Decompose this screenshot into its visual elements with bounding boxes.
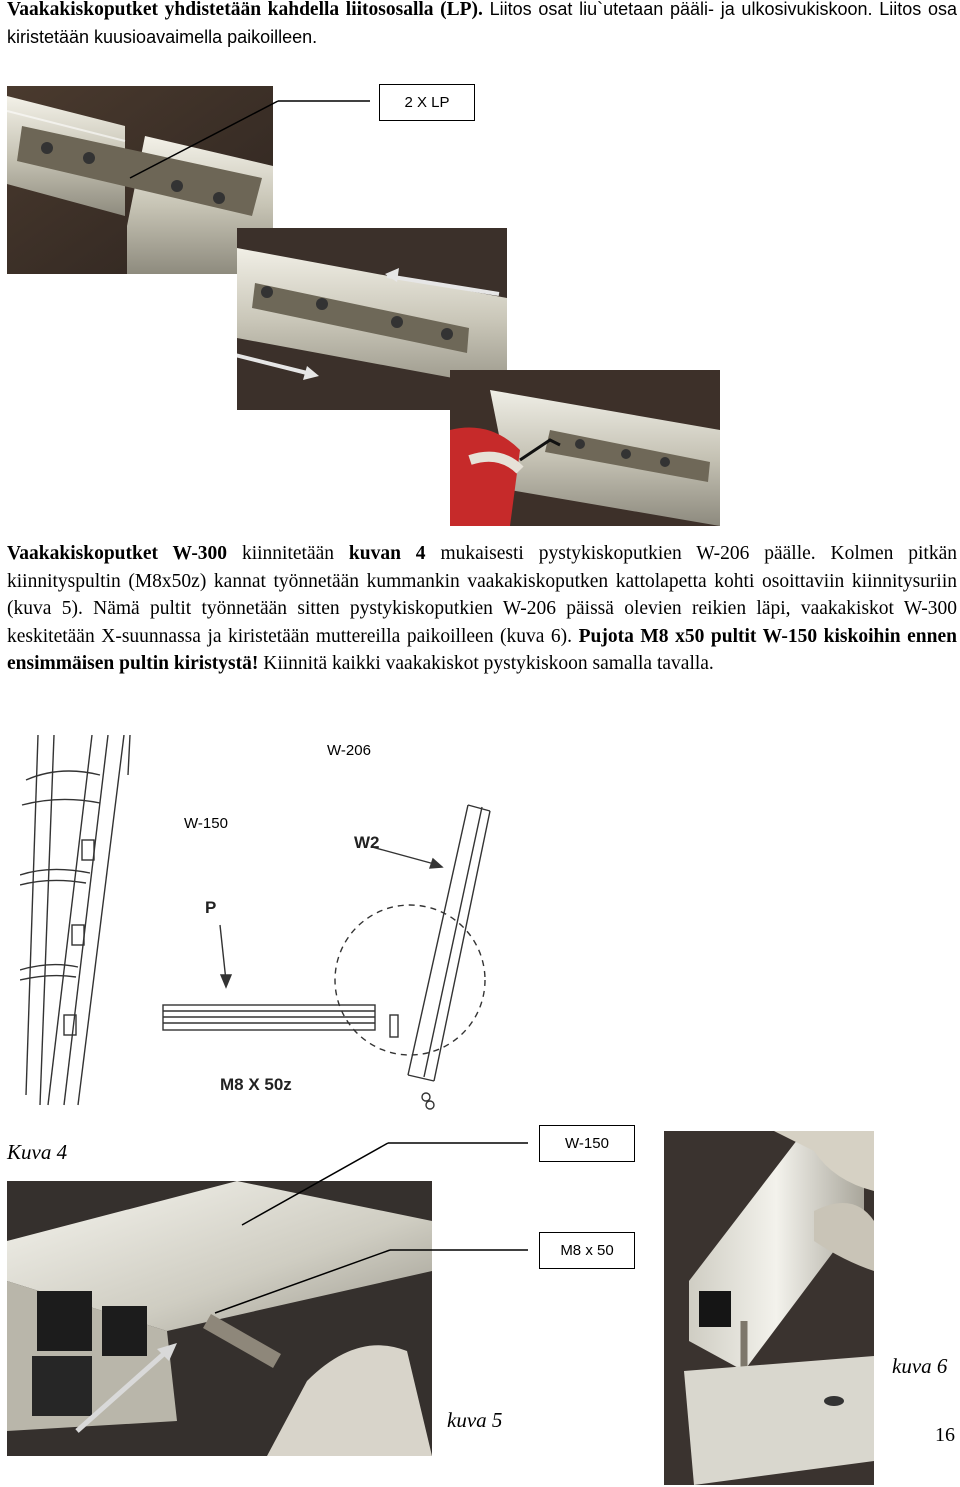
body-bold-1: Vaakakiskoputket W-300 <box>7 543 228 564</box>
drawing-label-w206: W-206 <box>327 742 371 759</box>
body-bold-warning: Pujota M8 x50 pultit W-150 kiskoihin ennen ensimmäisen pultin kiristystä! <box>7 625 957 675</box>
assembly-drawing <box>20 735 540 1115</box>
caption-kuva-5: kuva 5 <box>447 1408 503 1432</box>
intro-bold-lead: Vaakakiskoputket yhdistetään kahdella liitososalla (LP). <box>7 0 483 20</box>
drawing-label-bolt: M8 X 50z <box>220 1075 292 1094</box>
caption-kuva-6: kuva 6 <box>892 1354 948 1378</box>
photo-kuva-6 <box>664 1131 874 1485</box>
body-text-2: kiinnitetään <box>227 543 349 564</box>
lp-callout-box: 2 X LP <box>379 84 475 121</box>
body-text-4: mukaisesti pystykiskoputkien W-206 päälle. Kolmen pitkän kiinnityspultin (M8x50z) kannat työnnetään kummankin vaakakiskoputken kattolapetta kohti osoittaviin kiinnitysuriin (kuva 5). Nämä pultit työnnetään sitten pystykiskoputkien W-206 päissä olevien reikien läpi, vaakakiskot W-300 keskitetään X-suunnassa ja kiristetään muttereilla paikoilleen (kuva 6). <box>7 543 957 647</box>
body-paragraph <box>7 540 957 678</box>
photo-joint-3 <box>450 370 720 526</box>
drawing-label-w150: W-150 <box>184 815 228 832</box>
m8-callout-box: M8 x 50 <box>539 1232 635 1269</box>
page-number: 16 <box>935 1424 955 1446</box>
caption-kuva-4: Kuva 4 <box>7 1140 68 1164</box>
lp-callout-line <box>0 0 960 300</box>
body-bold-2: kuvan 4 <box>348 543 426 564</box>
drawing-label-w2: W2 <box>354 833 380 852</box>
drawing-label-p: P <box>205 898 217 917</box>
body-text-6: Kiinnitä kaikki vaakakiskot pystykiskoon samalla tavalla. <box>258 653 714 675</box>
w150-callout-box: W-150 <box>539 1125 635 1162</box>
intro-rest: Liitos osat liu`utetaan pääli- ja ulkosivukiskoon. Liitos osa kiristetään kuusioavaimella paikoilleen. <box>7 0 957 47</box>
